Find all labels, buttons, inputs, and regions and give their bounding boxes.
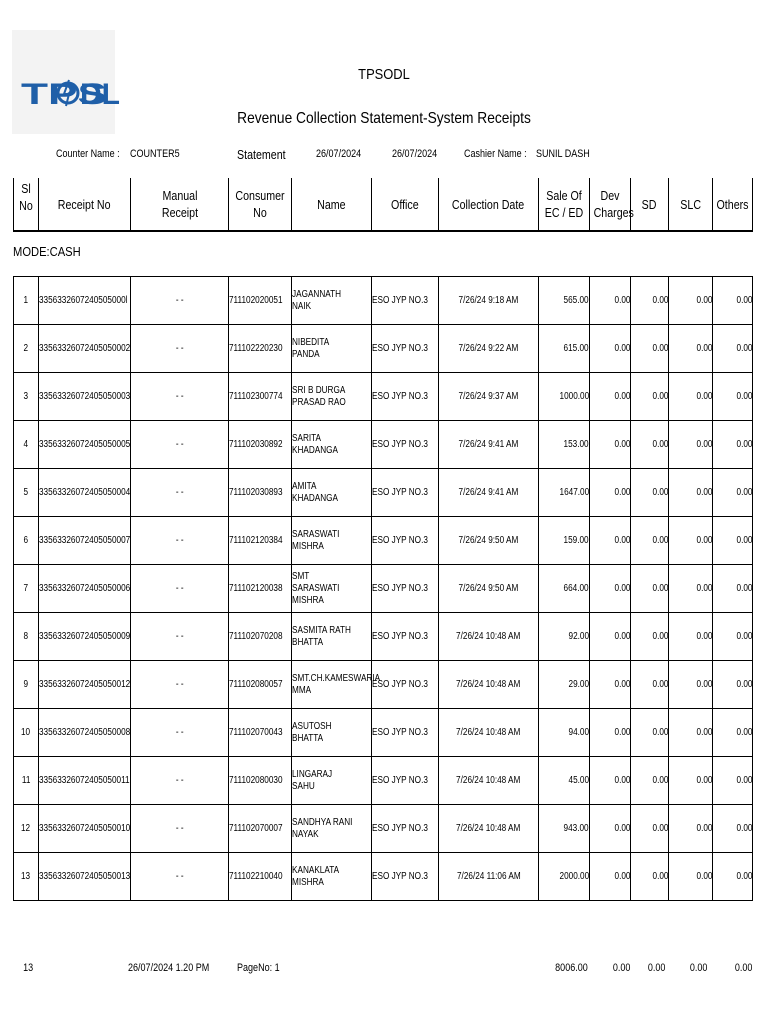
cell-slc: 0.00: [668, 565, 712, 612]
cell-manual-receipt: - -: [130, 805, 228, 852]
cell-name: SARASWATI MISHRA: [291, 517, 371, 564]
cell-office: ESO JYP NO.3: [371, 805, 438, 852]
footer-total-dev: 0.00: [612, 962, 630, 974]
cell-sl-no: 11: [13, 757, 38, 804]
col-office: Office: [371, 178, 438, 230]
cell-receipt-no: 33563326072405050004: [38, 469, 130, 516]
receipts-table: [13, 276, 753, 901]
cell-consumer-no: 711102070208: [228, 613, 291, 660]
cell-dev-charges: 0.00: [589, 853, 630, 900]
cell-consumer-no: 711102210040: [228, 853, 291, 900]
cell-consumer-no: 711102220230: [228, 325, 291, 372]
cell-manual-receipt: - -: [130, 469, 228, 516]
cell-consumer-no: 711102070043: [228, 709, 291, 756]
payment-mode: MODE:CASH: [13, 244, 81, 259]
cell-others: 0.00: [712, 853, 753, 900]
cell-sd: 0.00: [630, 613, 668, 660]
cell-sale: 94.00: [538, 709, 589, 756]
cell-collection-date: 7/26/24 9:22 AM: [438, 325, 538, 372]
col-others: Others: [712, 178, 753, 230]
col-dev-charges: Dev Charges: [589, 178, 630, 230]
cell-office: ESO JYP NO.3: [371, 709, 438, 756]
table-row: [13, 420, 753, 468]
cell-name: AMITA KHADANGA: [291, 469, 371, 516]
table-row: [13, 804, 753, 852]
cell-slc: 0.00: [668, 421, 712, 468]
cell-sale: 615.00: [538, 325, 589, 372]
cell-office: ESO JYP NO.3: [371, 277, 438, 324]
cell-dev-charges: 0.00: [589, 277, 630, 324]
cell-manual-receipt: - -: [130, 853, 228, 900]
footer-count: 13: [23, 962, 34, 974]
col-collection-date: Collection Date: [438, 178, 538, 230]
table-row: [13, 516, 753, 564]
table-row: [13, 564, 753, 612]
cell-office: ESO JYP NO.3: [371, 853, 438, 900]
cell-slc: 0.00: [668, 469, 712, 516]
table-header: [13, 178, 753, 232]
cell-sd: 0.00: [630, 853, 668, 900]
cell-name: LINGARAJ SAHU: [291, 757, 371, 804]
col-sd: SD: [630, 178, 668, 230]
cell-sl-no: 9: [13, 661, 38, 708]
cell-slc: 0.00: [668, 757, 712, 804]
cell-sale: 2000.00: [538, 853, 589, 900]
statement-label: Statement: [237, 147, 286, 162]
cell-slc: 0.00: [668, 853, 712, 900]
cell-dev-charges: 0.00: [589, 613, 630, 660]
cell-slc: 0.00: [668, 517, 712, 564]
cell-receipt-no: 33563326072405050012: [38, 661, 130, 708]
table-row: [13, 612, 753, 660]
svg-text:DL: DL: [80, 78, 120, 111]
cell-collection-date: 7/26/24 9:41 AM: [438, 421, 538, 468]
cell-sl-no: 13: [13, 853, 38, 900]
cell-office: ESO JYP NO.3: [371, 517, 438, 564]
counter-label: Counter Name :: [56, 148, 120, 160]
cell-sl-no: 10: [13, 709, 38, 756]
col-manual-receipt: Manual Receipt: [130, 178, 228, 230]
cell-dev-charges: 0.00: [589, 709, 630, 756]
cell-sale: 159.00: [538, 517, 589, 564]
cell-collection-date: 7/26/24 11:06 AM: [438, 853, 538, 900]
cell-receipt-no: 3356332607240505000l: [38, 277, 130, 324]
cell-name: SRI B DURGA PRASAD RAO: [291, 373, 371, 420]
svg-text:TPS: TPS: [21, 78, 107, 111]
cell-manual-receipt: - -: [130, 421, 228, 468]
cell-manual-receipt: - -: [130, 277, 228, 324]
cell-collection-date: 7/26/24 9:18 AM: [438, 277, 538, 324]
cell-name: SASMITA RATH BHATTA: [291, 613, 371, 660]
col-sl-no: Sl No: [13, 178, 38, 230]
cell-sale: 664.00: [538, 565, 589, 612]
footer-printed-date: 26/07/2024 1.20 PM: [128, 962, 210, 974]
cell-collection-date: 7/26/24 9:50 AM: [438, 517, 538, 564]
cell-receipt-no: 33563326072405050006: [38, 565, 130, 612]
counter-value: COUNTER5: [130, 148, 180, 160]
cell-consumer-no: 711102300774: [228, 373, 291, 420]
cell-sd: 0.00: [630, 565, 668, 612]
cell-dev-charges: 0.00: [589, 421, 630, 468]
cell-office: ESO JYP NO.3: [371, 469, 438, 516]
table-row: [13, 852, 753, 901]
cell-sd: 0.00: [630, 661, 668, 708]
cell-name: SMT.CH.KAMESWARIA MMA: [291, 661, 371, 708]
cell-dev-charges: 0.00: [589, 757, 630, 804]
cashier-label: Cashier Name :: [464, 148, 527, 160]
cell-name: JAGANNATH NAIK: [291, 277, 371, 324]
cell-others: 0.00: [712, 325, 753, 372]
cell-sl-no: 6: [13, 517, 38, 564]
report-title: Revenue Collection Statement-System Receipts: [237, 110, 531, 127]
cell-sd: 0.00: [630, 469, 668, 516]
table-row: [13, 324, 753, 372]
cell-office: ESO JYP NO.3: [371, 613, 438, 660]
cell-consumer-no: 711102030892: [228, 421, 291, 468]
cell-sale: 92.00: [538, 613, 589, 660]
cell-collection-date: 7/26/24 9:37 AM: [438, 373, 538, 420]
table-row: [13, 708, 753, 756]
col-name: Name: [291, 178, 371, 230]
cell-office: ESO JYP NO.3: [371, 325, 438, 372]
cell-others: 0.00: [712, 565, 753, 612]
cell-dev-charges: 0.00: [589, 517, 630, 564]
cell-collection-date: 7/26/24 9:41 AM: [438, 469, 538, 516]
cell-receipt-no: 33563326072405050002: [38, 325, 130, 372]
cell-sd: 0.00: [630, 373, 668, 420]
cell-sd: 0.00: [630, 805, 668, 852]
cell-others: 0.00: [712, 613, 753, 660]
footer-total-sd: 0.00: [647, 962, 665, 974]
cell-others: 0.00: [712, 517, 753, 564]
cell-receipt-no: 33563326072405050008: [38, 709, 130, 756]
cell-sl-no: 3: [13, 373, 38, 420]
cell-others: 0.00: [712, 421, 753, 468]
cell-others: 0.00: [712, 277, 753, 324]
cell-manual-receipt: - -: [130, 373, 228, 420]
cell-receipt-no: 33563326072405050011: [38, 757, 130, 804]
cell-consumer-no: 711102020051: [228, 277, 291, 324]
cell-name: KANAKLATA MISHRA: [291, 853, 371, 900]
cell-consumer-no: 711102120384: [228, 517, 291, 564]
cell-dev-charges: 0.00: [589, 469, 630, 516]
cell-collection-date: 7/26/24 10:48 AM: [438, 709, 538, 756]
cell-sl-no: 4: [13, 421, 38, 468]
cell-dev-charges: 0.00: [589, 373, 630, 420]
cell-dev-charges: 0.00: [589, 661, 630, 708]
cell-manual-receipt: - -: [130, 325, 228, 372]
cell-manual-receipt: - -: [130, 661, 228, 708]
cell-name: SARITA KHADANGA: [291, 421, 371, 468]
cell-manual-receipt: - -: [130, 517, 228, 564]
cell-sd: 0.00: [630, 517, 668, 564]
cell-sale: 1000.00: [538, 373, 589, 420]
cell-manual-receipt: - -: [130, 757, 228, 804]
cell-sl-no: 12: [13, 805, 38, 852]
footer-page-number: PageNo: 1: [237, 962, 280, 974]
cell-collection-date: 7/26/24 10:48 AM: [438, 805, 538, 852]
cell-receipt-no: 33563326072405050013: [38, 853, 130, 900]
cell-sale: 943.00: [538, 805, 589, 852]
cell-sale: 45.00: [538, 757, 589, 804]
cell-collection-date: 7/26/24 10:48 AM: [438, 757, 538, 804]
col-receipt-no: Receipt No: [38, 178, 130, 230]
cell-sl-no: 7: [13, 565, 38, 612]
cell-others: 0.00: [712, 661, 753, 708]
table-row: [13, 468, 753, 516]
cell-office: ESO JYP NO.3: [371, 661, 438, 708]
cell-office: ESO JYP NO.3: [371, 757, 438, 804]
cell-consumer-no: 711102070007: [228, 805, 291, 852]
company-title: TPSODL: [358, 66, 410, 83]
cell-slc: 0.00: [668, 661, 712, 708]
cell-others: 0.00: [712, 373, 753, 420]
table-row: [13, 756, 753, 804]
cell-consumer-no: 711102080030: [228, 757, 291, 804]
cell-dev-charges: 0.00: [589, 325, 630, 372]
cell-manual-receipt: - -: [130, 709, 228, 756]
cell-name: SANDHYA RANI NAYAK: [291, 805, 371, 852]
table-row: [13, 660, 753, 708]
cell-slc: 0.00: [668, 373, 712, 420]
cell-sl-no: 5: [13, 469, 38, 516]
cell-receipt-no: 33563326072405050010: [38, 805, 130, 852]
cell-dev-charges: 0.00: [589, 805, 630, 852]
cell-slc: 0.00: [668, 709, 712, 756]
cell-sd: 0.00: [630, 325, 668, 372]
cell-manual-receipt: - -: [130, 613, 228, 660]
cell-receipt-no: 33563326072405050009: [38, 613, 130, 660]
cell-name: NIBEDITA PANDA: [291, 325, 371, 372]
col-sale-ec-ed: Sale Of EC / ED: [538, 178, 589, 230]
footer-total-slc: 0.00: [689, 962, 707, 974]
cell-consumer-no: 711102080057: [228, 661, 291, 708]
cell-sd: 0.00: [630, 421, 668, 468]
cell-sd: 0.00: [630, 277, 668, 324]
cell-others: 0.00: [712, 757, 753, 804]
cell-office: ESO JYP NO.3: [371, 421, 438, 468]
cell-slc: 0.00: [668, 277, 712, 324]
cell-sale: 29.00: [538, 661, 589, 708]
cashier-value: SUNIL DASH: [536, 148, 590, 160]
cell-others: 0.00: [712, 469, 753, 516]
cell-collection-date: 7/26/24 10:48 AM: [438, 613, 538, 660]
footer-total-sale: 8006.00: [555, 962, 588, 974]
cell-slc: 0.00: [668, 805, 712, 852]
cell-receipt-no: 33563326072405050007: [38, 517, 130, 564]
cell-slc: 0.00: [668, 325, 712, 372]
col-slc: SLC: [668, 178, 712, 230]
cell-manual-receipt: - -: [130, 565, 228, 612]
cell-sale: 565.00: [538, 277, 589, 324]
cell-name: SMT SARASWATI MISHRA: [291, 565, 371, 612]
cell-consumer-no: 711102120038: [228, 565, 291, 612]
cell-collection-date: 7/26/24 10:48 AM: [438, 661, 538, 708]
to-date: 26/07/2024: [392, 148, 438, 160]
cell-slc: 0.00: [668, 613, 712, 660]
cell-sl-no: 2: [13, 325, 38, 372]
cell-receipt-no: 33563326072405050003: [38, 373, 130, 420]
table-row: [13, 276, 753, 324]
cell-collection-date: 7/26/24 9:50 AM: [438, 565, 538, 612]
cell-sl-no: 8: [13, 613, 38, 660]
cell-sd: 0.00: [630, 757, 668, 804]
cell-others: 0.00: [712, 805, 753, 852]
from-date: 26/07/2024: [316, 148, 362, 160]
footer-total-others: 0.00: [734, 962, 752, 974]
cell-consumer-no: 711102030893: [228, 469, 291, 516]
cell-receipt-no: 33563326072405050005: [38, 421, 130, 468]
cell-office: ESO JYP NO.3: [371, 565, 438, 612]
cell-others: 0.00: [712, 709, 753, 756]
cell-dev-charges: 0.00: [589, 565, 630, 612]
col-consumer-no: Consumer No: [228, 178, 291, 230]
table-row: [13, 372, 753, 420]
cell-sd: 0.00: [630, 709, 668, 756]
cell-sale: 153.00: [538, 421, 589, 468]
cell-sale: 1647.00: [538, 469, 589, 516]
cell-sl-no: 1: [13, 277, 38, 324]
cell-name: ASUTOSH BHATTA: [291, 709, 371, 756]
cell-office: ESO JYP NO.3: [371, 373, 438, 420]
